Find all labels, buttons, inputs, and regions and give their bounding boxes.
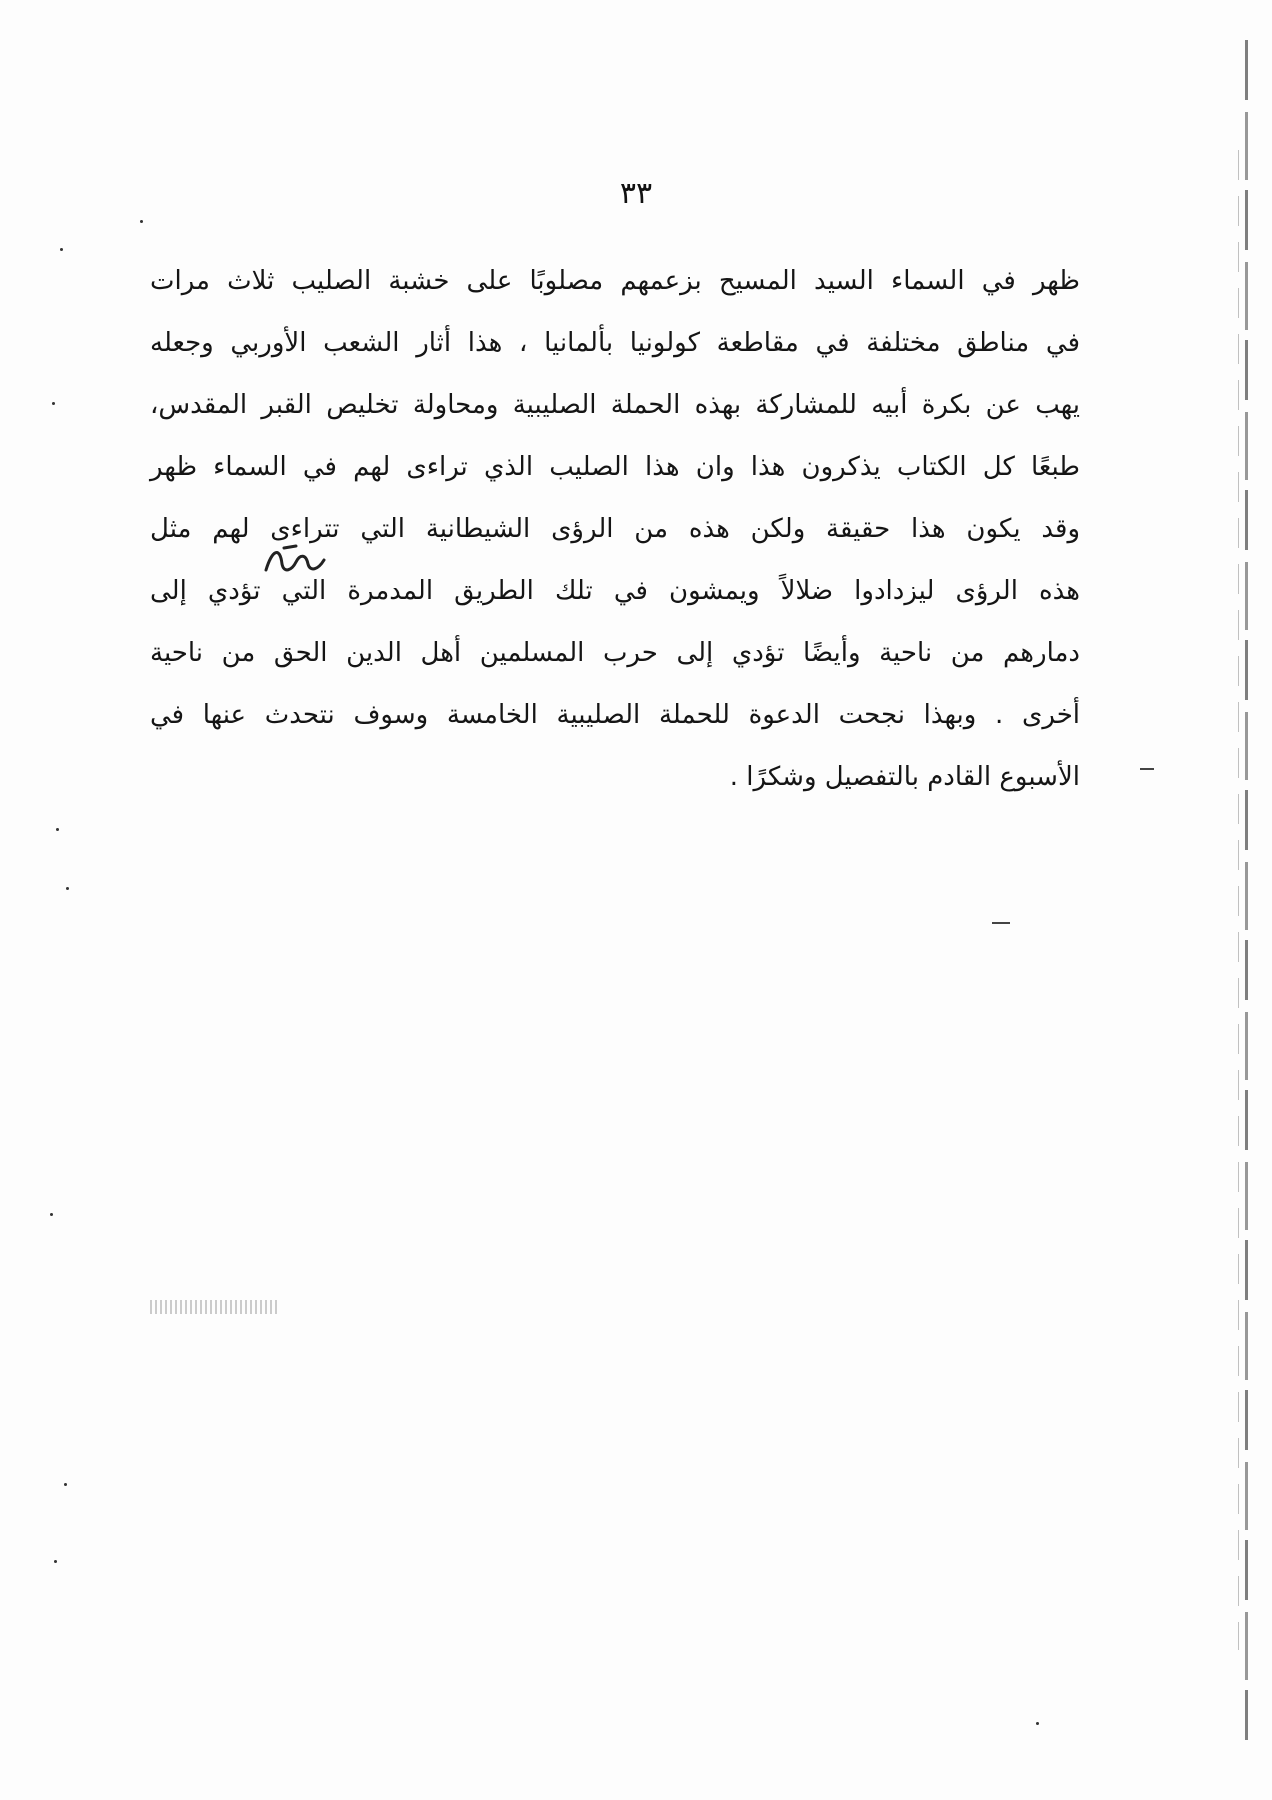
scan-edge-line-thin — [1238, 150, 1239, 1650]
text-line: هذه الرؤى ليزدادوا ضلالاً ويمشون في تلك الطريق المدمرة التي تؤدي إلى — [150, 576, 1080, 606]
scan-speck — [140, 220, 143, 223]
scan-speck — [54, 1560, 57, 1563]
scan-speck — [52, 402, 55, 405]
scan-speck — [56, 828, 59, 831]
text-line: دمارهم من ناحية وأيضًا تؤدي إلى حرب المسلمين أهل الدين الحق من ناحية — [150, 638, 1080, 668]
text-line: طبعًا كل الكتاب يذكرون هذا وان هذا الصليب الذي تراءى لهم في السماء ظهر — [150, 452, 1080, 482]
scan-speck — [64, 1483, 67, 1486]
text-line: وقد يكون هذا حقيقة ولكن هذه من الرؤى الشيطانية التي تتراءى لهم مثل — [150, 514, 1080, 544]
scan-speck — [60, 248, 63, 251]
text-line: ظهر في السماء السيد المسيح بزعمهم مصلوبًا على خشبة الصليب ثلاث مرات — [150, 266, 1080, 296]
scan-dash — [1140, 768, 1154, 770]
body-paragraph — [150, 250, 1080, 808]
handwritten-correction-icon — [262, 540, 332, 580]
scan-dash — [992, 922, 1010, 924]
page-number: ٣٣ — [619, 176, 653, 211]
scan-speck — [50, 1213, 53, 1216]
scan-speck — [1036, 1722, 1039, 1725]
scan-edge-line — [1245, 40, 1248, 1740]
text-line: يهب عن بكرة أبيه للمشاركة بهذه الحملة الصليبية ومحاولة تخليص القبر المقدس، — [150, 390, 1080, 420]
text-line: الأسبوع القادم بالتفصيل وشكرًا . — [729, 762, 1080, 792]
text-line: أخرى . وبهذا نجحت الدعوة للحملة الصليبية الخامسة وسوف نتحدث عنها في — [150, 700, 1080, 730]
scan-speck — [66, 887, 69, 890]
text-line: في مناطق مختلفة في مقاطعة كولونيا بألمانيا ، هذا أثار الشعب الأوربي وجعله — [150, 328, 1080, 358]
scan-smudge — [150, 1300, 280, 1314]
